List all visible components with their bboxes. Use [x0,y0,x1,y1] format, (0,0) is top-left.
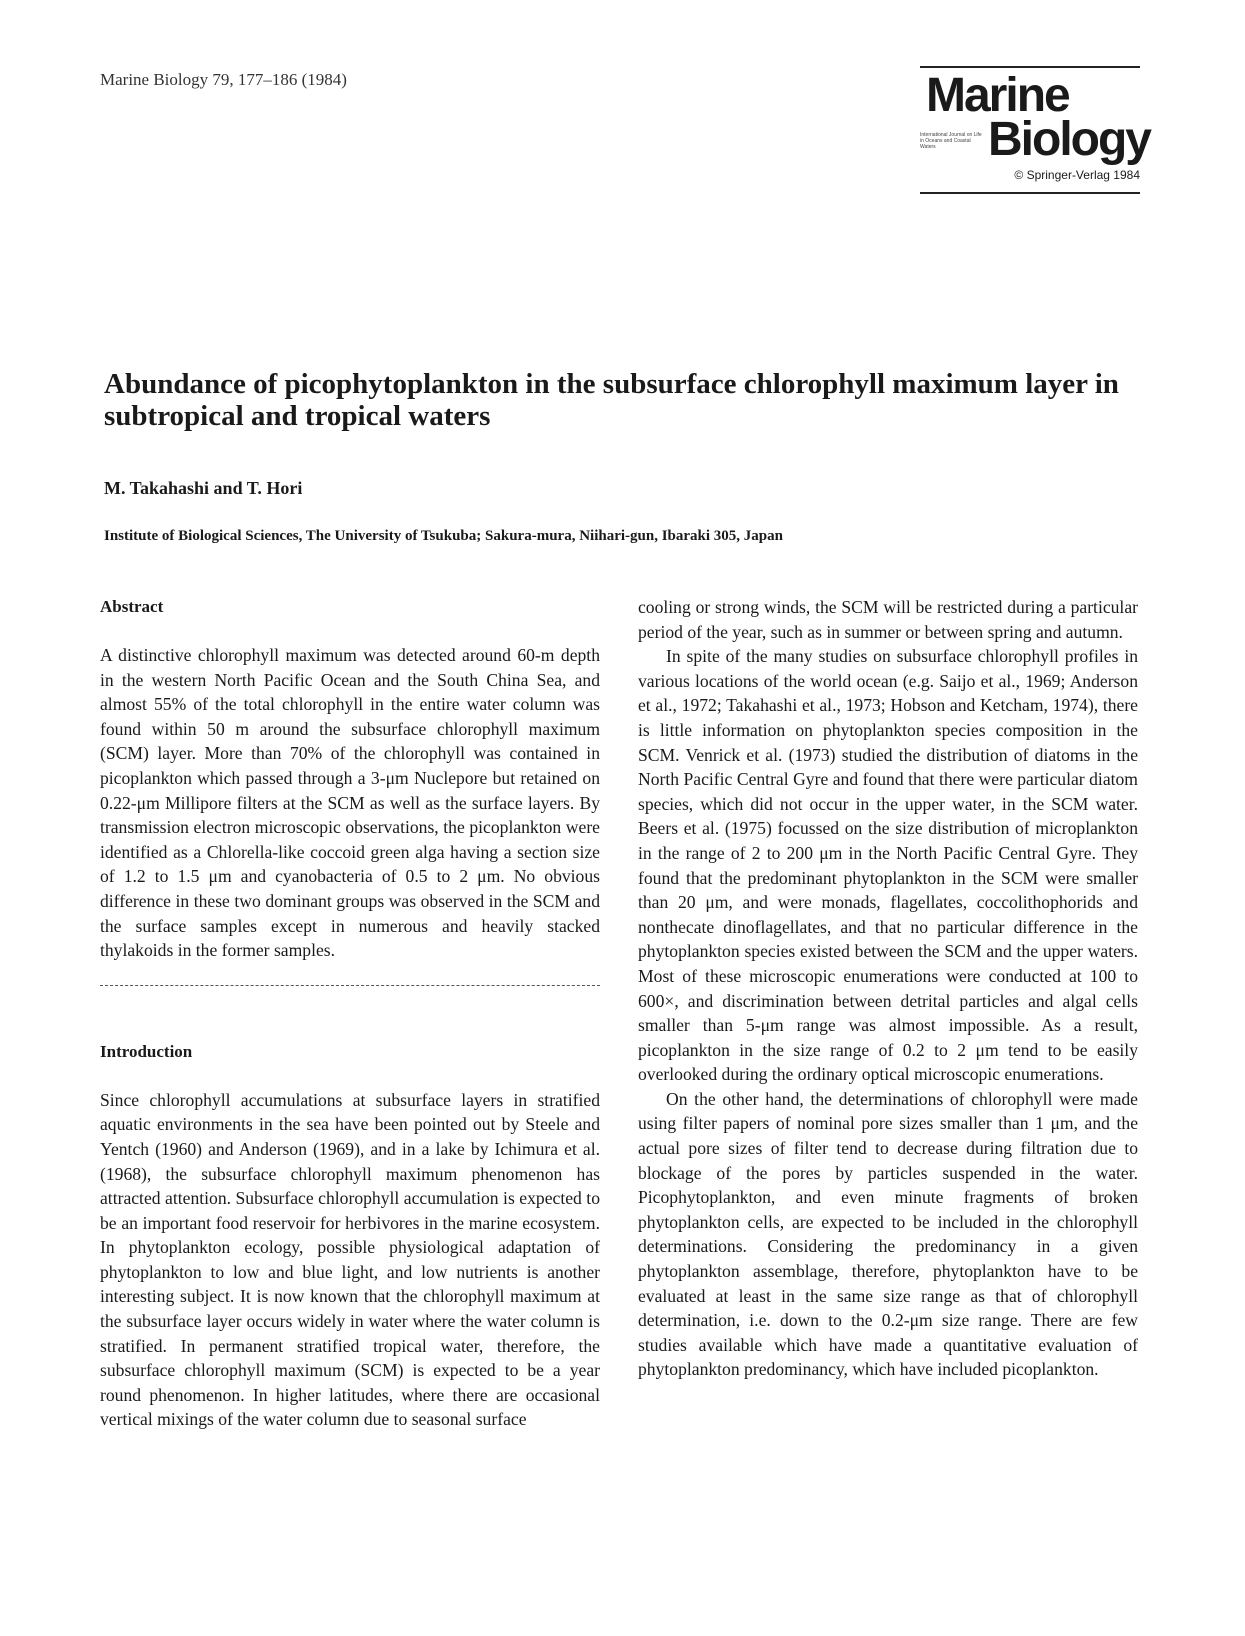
intro-paragraph-3: On the other hand, the determinations of chlorophyll were made using filter papers of nominal pore sizes smaller than 1 μm, and the actual pore sizes of filter tend to decrease during filtration due to blockage of the pores by particles suspended in the water. Picophytoplankton, and even minute fragments of broken phytoplankton cells, are expected to be included in the chlorophyll determinations. Considering the predominancy in a given phytoplankton assemblage, therefore, phytoplankton have to be evaluated at least in the same size range as that of chlorophyll determination, i.e. down to the 0.2-μm size range. There are few studies available which have made a quantitative evaluation of phytoplankton predominancy, which have included picoplankton. [638,1088,1138,1380]
article-affiliation: Institute of Biological Sciences, The University of Tsukuba; Sakura-mura, Niihari-gun, Ibaraki 305, Japan [104,528,783,544]
intro-paragraph-1: Since chlorophyll accumulations at subsurface layers in stratified aquatic environments in the sea have been pointed out by Steele and Yentch (1960) and Anderson (1969), and in a lake by Ichimura et al. (1968), the subsurface chlorophyll maximum phenomenon has attracted attention. Subsurface chlorophyll accumulation is expected to be an important food reservoir for herbivores in the marine ecosystem. In phytoplankton ecology, possible physiological adaptation of phytoplankton to low and blue light, and low nutrients is another interesting subject. It is now known that the chlorophyll maximum at the subsurface layer occurs widely in water where the water column is stratified. In permanent stratified tropical water, therefore, the subsurface chlorophyll maximum (SCM) is expected to be a year round phenomenon. In higher latitudes, where there are occasional vertical mixings of the water column due to seasonal surface [100,1089,600,1430]
logo-word-biology: Biology [988,113,1150,166]
abstract-text: A distinctive chlorophyll maximum was detected around 60-m depth in the western North Pacific Ocean and the South China Sea, and almost 55% of the total chlorophyll in the entire water column was found within 50 m around the subsurface chlorophyll maximum (SCM) layer. More than 70% of the chlorophyll was contained in picoplankton which passed through a 3-μm Nuclepore but retained on 0.22-μm Millipore filters at the SCM as well as the surface layers. By transmission electron microscopic observations, the picoplankton were identified as a Chlorella-like coccoid green alga having a section size of 1.2 to 1.5 μm and cyanobacteria of 0.5 to 2 μm. No obvious difference in these two dominant groups was observed in the SCM and the surface samples except in numerous and heavily stacked thylakoids in the former samples. [100,645,600,961]
introduction-heading: Introduction [100,1041,193,1061]
article-authors: M. Takahashi and T. Hori [104,478,303,498]
article-title: Abundance of picophytoplankton in the subsurface chlorophyll maximum layer in subtropical and tropical waters [104,368,1119,432]
abstract-heading: Abstract [100,597,164,616]
right-column [638,595,1138,1382]
journal-logo [920,66,1150,194]
logo-tagline: International Journal on Life in Oceans and Coastal Waters [920,132,982,150]
intro-paragraph-1-continued: cooling or strong winds, the SCM will be restricted during a particular period of the year, such as in summer or between spring and autumn. [638,597,1138,642]
abstract-divider [100,985,600,986]
logo-word-marine: Marine [926,69,1069,122]
journal-citation: Marine Biology 79, 177–186 (1984) [100,70,347,89]
left-column [100,595,600,1432]
logo-copyright: © Springer-Verlag 1984 [1014,168,1140,182]
intro-paragraph-2: In spite of the many studies on subsurface chlorophyll profiles in various locations of the world ocean (e.g. Saijo et al., 1969; Anderson et al., 1972; Takahashi et al., 1973; Hobson and Ketcham, 1974), there is little information on phytoplankton species composition in the SCM. Venrick et al. (1973) studied the distribution of diatoms in the North Pacific Central Gyre and found that there were particular diatom species, which did not occur in the upper water, in the SCM water. Beers et al. (1975) focussed on the size distribution of microplankton in the range of 2 to 200 μm in the North Pacific Central Gyre. They found that the predominant phytoplankton in the SCM were smaller than 20 μm, and were monads, flagellates, coccolithophorids and nonthecate dinoflagellates, and that no particular difference in the phytoplankton species existed between the SCM and the upper waters. Most of these microscopic enumerations were conducted at 100 to 600×, and discrimination between detrital particles and algal cells smaller than 5-μm range was almost impossible. As a result, picoplankton in the size range of 0.2 to 2 μm tend to be easily overlooked during the ordinary optical microscopic enumerations. [638,646,1138,1085]
